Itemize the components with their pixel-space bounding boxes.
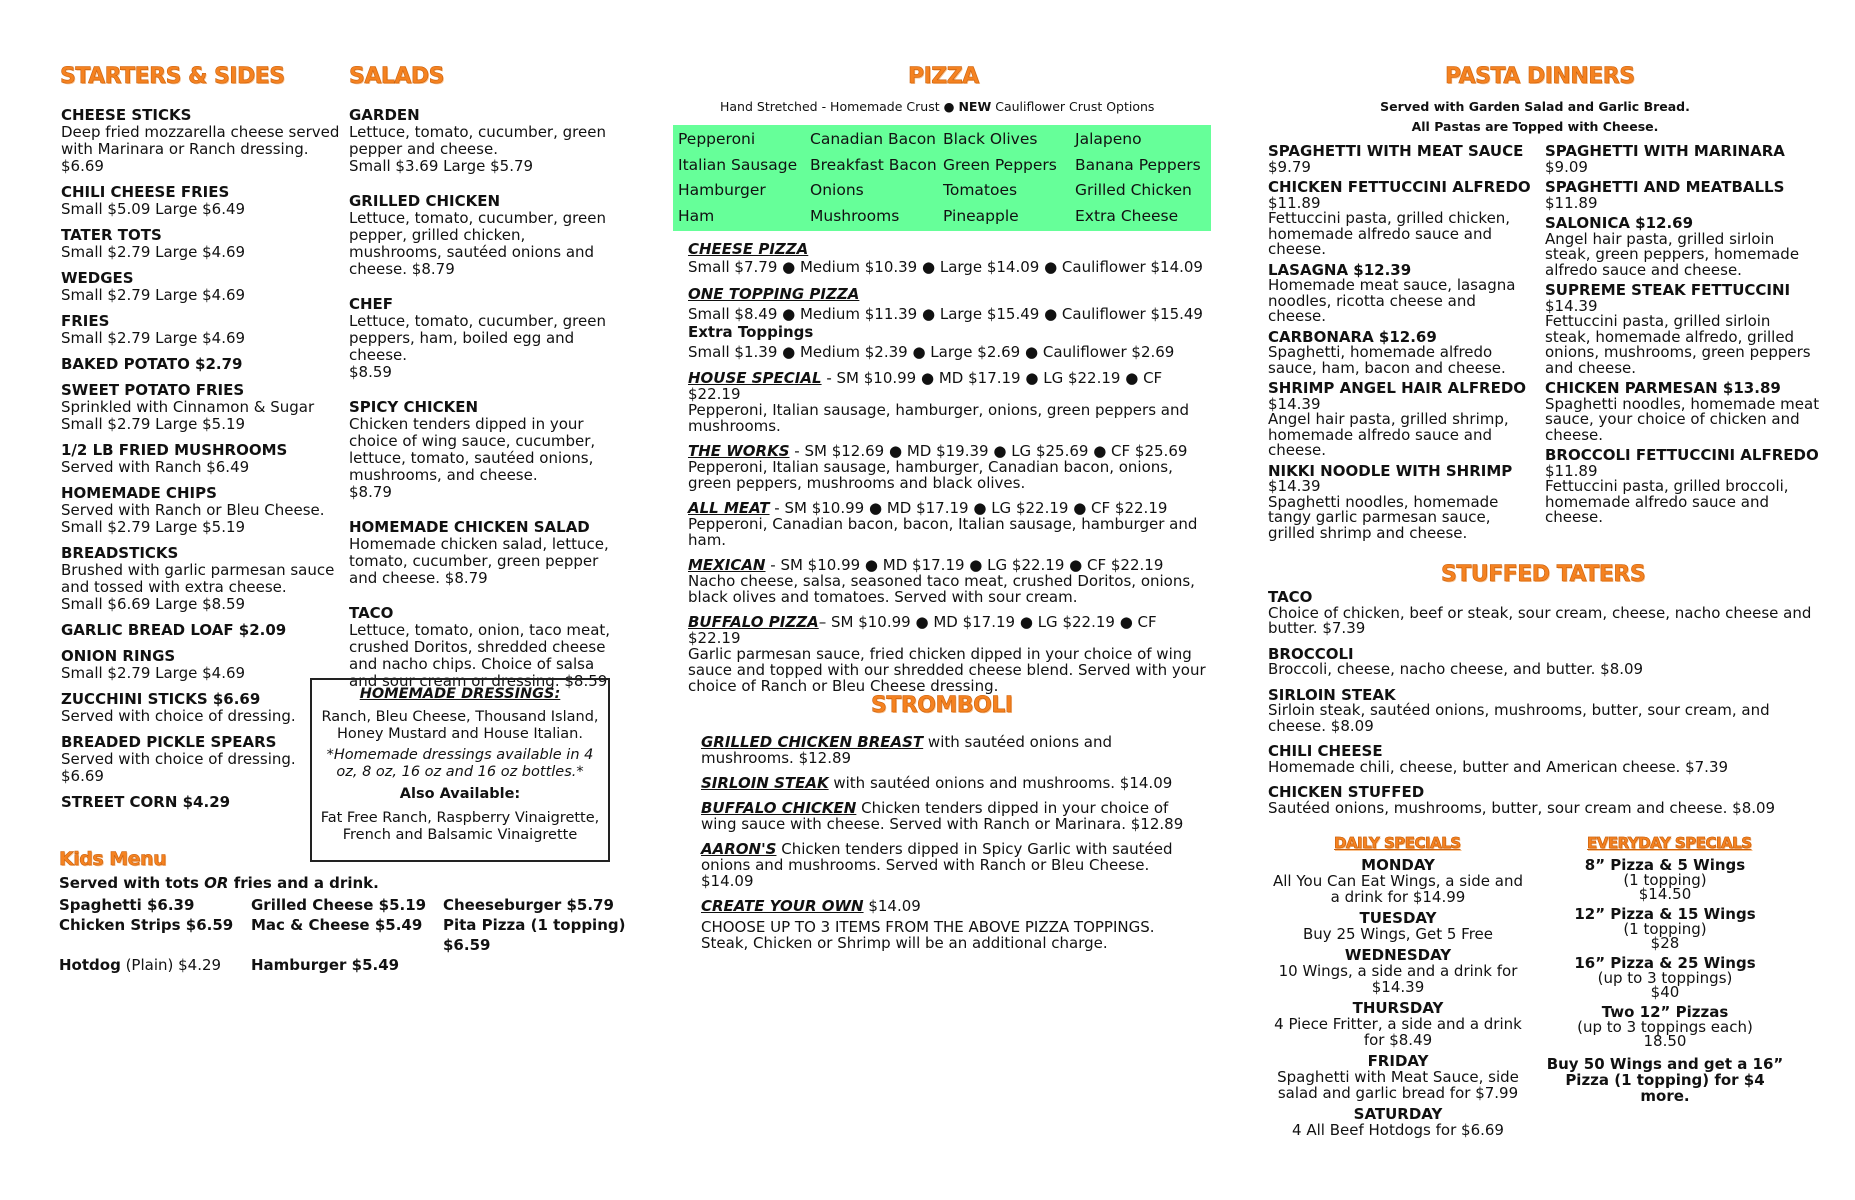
pasta-item-name: LASAGNA $12.39 <box>1268 260 1412 279</box>
menu-item-desc: Served with Ranch or Bleu Cheese. <box>61 501 325 519</box>
daily-title: DAILY SPECIALS <box>1334 834 1461 852</box>
stromboli-title: STROMBOLI <box>871 693 1013 718</box>
tater-item-desc: Broccoli, cheese, nacho cheese, and butter. $8.09 <box>1268 660 1644 678</box>
topping-item: Hamburger <box>678 181 766 199</box>
menu-item <box>61 356 341 373</box>
stromboli-item <box>701 775 1191 791</box>
menu-item-price: $6.69 <box>61 157 104 175</box>
pasta-item-desc: Fettuccini pasta, grilled broccoli, homemade alfredo sauce and cheese. <box>1545 477 1789 526</box>
stromboli-item-desc: Chicken tenders dipped in your choice of wing sauce with cheese. Served with Ranch or Marinara. $12.89 <box>701 799 1184 833</box>
stromboli-item-name: SIRLOIN STEAK <box>701 774 829 792</box>
everyday-item <box>1540 955 1790 999</box>
menu-item <box>349 193 619 278</box>
pasta-sub1: Served with Garden Salad and Garlic Bread. <box>1380 99 1690 114</box>
tater-item-desc: Sirloin steak, sautéed onions, mushrooms, butter, sour cream, and cheese. $8.09 <box>1268 701 1770 735</box>
taters-list <box>1268 590 1813 826</box>
topping-item: Green Peppers <box>943 155 1057 174</box>
kids-item-name: Grilled Cheese <box>251 896 374 914</box>
everyday-item-title: Two 12” Pizzas <box>1601 1003 1729 1021</box>
kids-item-price: $5.19 <box>373 896 427 914</box>
pizza-special-prices: – SM $10.99 ● MD $17.19 ● LG $22.19 ● CF $22.19 <box>688 613 1157 647</box>
pasta-item-desc: Spaghetti noodles, homemade tangy garlic parmesan sauce, grilled shrimp and cheese. <box>1268 492 1499 542</box>
pizza-special <box>688 500 1208 548</box>
menu-item-name: HOMEMADE CHIPS <box>61 484 217 502</box>
pizza-special-name: THE WORKS <box>688 442 790 460</box>
pizza-special-prices: - SM $10.99 ● MD $17.19 ● LG $22.19 ● CF $22.19 <box>769 499 1168 517</box>
menu-item <box>61 107 341 175</box>
pasta-title: PASTA DINNERS <box>1445 64 1635 89</box>
pizza-special-header <box>688 557 1208 573</box>
menu-item-desc: Homemade chicken salad, lettuce, tomato, cucumber, green pepper and cheese. $8.79 <box>349 535 609 587</box>
pizza-specials <box>688 370 1208 694</box>
daily-item-text: 10 Wings, a side and a drink for $14.39 <box>1278 962 1518 996</box>
kids-item-name: Mac & Cheese <box>251 916 370 934</box>
menu-item-desc: Deep fried mozzarella cheese served with Marinara or Ranch dressing. <box>61 123 340 158</box>
pizza-special-desc: Pepperoni, Canadian bacon, bacon, Italian sausage, hamburger and ham. <box>688 515 1198 549</box>
pasta-item-price: $11.89 <box>1545 193 1598 212</box>
everyday-item-price: $28 <box>1650 934 1680 952</box>
menu-item-name: TATER TOTS <box>61 226 162 244</box>
kids-item-price: $5.79 <box>561 896 614 914</box>
pasta-item-desc: Angel hair pasta, grilled shrimp, homemade alfredo sauce and cheese. <box>1268 410 1509 459</box>
pasta-item-desc: Spaghetti, homemade alfredo sauce, ham, bacon and cheese. <box>1268 343 1506 377</box>
topping-item: Tomatoes <box>943 181 1018 199</box>
pizza-cheese <box>688 241 1208 275</box>
menu-item-desc: Lettuce, tomato, cucumber, green pepper, grilled chicken, mushrooms, sautéed onions and cheese. $8.79 <box>349 209 606 278</box>
pizza-special-desc: Garlic parmesan sauce, fried chicken dipped in your choice of wing sauce and topped with our shredded cheese blend. Served with your choice of Ranch or Bleu Cheese dressing. <box>688 645 1206 695</box>
daily-item-text: 4 All Beef Hotdogs for $6.69 <box>1292 1121 1504 1139</box>
menu-item <box>61 648 341 682</box>
everyday-final: Buy 50 Wings and get a 16” Pizza (1 topping) for $4 more. <box>1546 1055 1784 1105</box>
stromboli-list <box>701 734 1191 958</box>
pizza-extra-name: Extra Toppings <box>688 323 814 341</box>
kids-item-name: Pita Pizza <box>443 916 526 934</box>
pasta-item-name: CHICKEN FETTUCCINI ALFREDO <box>1268 178 1531 196</box>
pasta-item-price: $14.39 <box>1545 296 1598 315</box>
topping-item: Pineapple <box>943 206 1019 225</box>
menu-item-price: Small $5.09 Large $6.49 <box>61 200 246 218</box>
starters-list <box>61 107 341 820</box>
stromboli-item-desc: with sautéed onions and mushrooms. $12.89 <box>701 733 1112 767</box>
kids-item <box>59 955 251 975</box>
pizza-cheese-prices: Small $7.79 ● Medium $10.39 ● Large $14.09 ● Cauliflower $14.09 <box>688 258 1203 276</box>
menu-item-price: Small $2.79 Large $4.69 <box>61 243 246 261</box>
pizza-extra <box>688 324 1208 360</box>
stromboli-item-desc: with sautéed onions and mushrooms. $14.09 <box>828 774 1173 792</box>
menu-item-name: SWEET POTATO FRIES <box>61 381 245 399</box>
daily-item <box>1268 947 1528 995</box>
pasta-sub2: All Pastas are Topped with Cheese. <box>1411 119 1659 134</box>
kids-subtitle-b: fries and a drink. <box>228 874 379 892</box>
pasta-item <box>1545 283 1820 376</box>
pizza-subtitle-a: Hand Stretched - Homemade Crust ● <box>720 99 959 114</box>
menu-item-desc: Brushed with garlic parmesan sauce and tossed with extra cheese. <box>61 561 335 596</box>
pizza-menu <box>688 241 1208 703</box>
dressings-note: *Homemade dressings available in 4 oz, 8 oz, 16 oz and 16 oz bottles.* <box>326 747 594 780</box>
daily-item-day: THURSDAY <box>1352 999 1444 1017</box>
tater-item-name: SIRLOIN STEAK <box>1268 685 1396 704</box>
pizza-special-header <box>688 614 1208 646</box>
pasta-item <box>1268 327 1536 377</box>
menu-item-price: Small $2.79 Large $4.69 <box>61 329 246 347</box>
menu-item-name: GRILLED CHICKEN <box>349 192 501 210</box>
topping-item: Grilled Chicken <box>1075 181 1192 199</box>
menu-item-desc: Chicken tenders dipped in your choice of wing sauce, cucumber, lettuce, tomato, sautéed onions, mushrooms, and cheese. <box>349 415 596 484</box>
dressings-also-list: Fat Free Ranch, Raspberry Vinaigrette, French and Balsamic Vinaigrette <box>320 810 600 843</box>
pizza-special-name: MEXICAN <box>688 556 766 574</box>
menu-item-desc: Lettuce, tomato, onion, taco meat, crushed Doritos, shredded cheese and nacho chips. Choice of salsa and sour cream or dressing. $8.59 <box>349 621 611 690</box>
pizza-one-prices: Small $8.49 ● Medium $11.39 ● Large $15.49 ● Cauliflower $15.49 <box>688 305 1203 323</box>
pizza-subtitle-new: NEW <box>958 99 992 114</box>
pasta-left <box>1268 144 1536 546</box>
pizza-special-name: ALL MEAT <box>688 499 770 517</box>
pizza-special <box>688 443 1208 491</box>
kids-title: Kids Menu <box>59 848 167 870</box>
menu-item <box>61 382 341 433</box>
pasta-item-name: CHICKEN PARMESAN $13.89 <box>1545 379 1781 397</box>
pasta-item-price: $14.39 <box>1268 477 1321 495</box>
menu-item-desc: Lettuce, tomato, cucumber, green pepper and cheese. <box>349 123 606 158</box>
daily-item-text: Spaghetti with Meat Sauce, side salad and garlic bread for $7.99 <box>1277 1068 1519 1102</box>
pasta-item <box>1268 180 1536 258</box>
menu-item-name: GARLIC BREAD LOAF $2.09 <box>61 621 287 639</box>
menu-item-name: ONION RINGS <box>61 647 176 665</box>
menu-item-name: TACO <box>349 604 394 622</box>
pizza-special <box>688 370 1208 434</box>
pasta-item-name: SALONICA $12.69 <box>1545 214 1694 232</box>
tater-item <box>1268 744 1813 775</box>
kids-subtitle-a: Served with tots <box>59 874 205 892</box>
menu-item <box>61 184 341 218</box>
everyday-item <box>1540 906 1790 950</box>
pasta-item <box>1268 461 1536 542</box>
menu-item-price: Small $2.79 Large $5.19 <box>61 415 246 433</box>
menu-item-price: Small $6.69 Large $8.59 <box>61 595 246 613</box>
pizza-special-header <box>688 443 1208 459</box>
topping-item: Banana Peppers <box>1075 155 1201 174</box>
everyday-item-text: (1 topping) <box>1623 920 1707 938</box>
kids-item-price: $5.49 <box>369 916 423 934</box>
kids-item <box>251 955 443 975</box>
pasta-item-name: SHRIMP ANGEL HAIR ALFREDO <box>1268 379 1527 397</box>
pizza-special <box>688 557 1208 605</box>
topping-item: Canadian Bacon <box>810 130 936 148</box>
everyday-item <box>1540 857 1790 901</box>
pasta-item-name: SPAGHETTI AND MEATBALLS <box>1545 178 1785 196</box>
tater-item-name: TACO <box>1268 588 1313 606</box>
stromboli-item <box>701 841 1191 889</box>
daily-list <box>1268 852 1528 1138</box>
pizza-extra-prices: Small $1.39 ● Medium $2.39 ● Large $2.69 ● Cauliflower $2.69 <box>688 343 1175 361</box>
everyday-title: EVERYDAY SPECIALS <box>1587 834 1752 852</box>
kids-subtitle <box>59 874 379 892</box>
topping-item: Black Olives <box>943 130 1038 148</box>
topping-item: Pepperoni <box>678 130 756 148</box>
pasta-item <box>1268 381 1536 459</box>
menu-item-desc: Lettuce, tomato, cucumber, green peppers, ham, boiled egg and cheese. <box>349 312 606 364</box>
tater-item <box>1268 685 1813 735</box>
menu-item-price: $6.69 <box>61 767 104 785</box>
pasta-item-desc: Homemade meat sauce, lasagna noodles, ricotta cheese and cheese. <box>1268 276 1516 325</box>
stromboli-item-name: CREATE YOUR OWN <box>701 897 864 915</box>
daily-item-day: MONDAY <box>1361 856 1435 874</box>
menu-item-name: CHILI CHEESE FRIES <box>61 183 230 201</box>
menu-item-desc: Served with choice of dressing. <box>61 750 296 768</box>
kids-grid <box>59 895 635 975</box>
menu-item-name: CHEF <box>349 295 394 313</box>
pasta-item-desc: Spaghetti noodles, homemade meat sauce, your choice of chicken and cheese. <box>1545 394 1820 444</box>
pasta-item-name: NIKKI NOODLE WITH SHRIMP <box>1268 461 1513 480</box>
menu-item-name: BREADSTICKS <box>61 544 179 562</box>
menu-item-price: Small $2.79 Large $4.69 <box>61 664 246 682</box>
pizza-special-desc: Nacho cheese, salsa, seasoned taco meat, crushed Doritos, onions, black olives and tomatoes. Served with sour cream. <box>688 572 1195 606</box>
pizza-special-desc: Pepperoni, Italian sausage, hamburger, onions, green peppers and mushrooms. <box>688 401 1190 435</box>
menu-item-price: Small $3.69 Large $5.79 <box>349 157 534 175</box>
kids-item-price: $6.39 <box>141 896 195 914</box>
topping-item: Ham <box>678 206 715 225</box>
kids-item <box>443 895 635 915</box>
pasta-item-name: SUPREME STEAK FETTUCCINI <box>1545 281 1791 299</box>
menu-item <box>61 270 341 304</box>
pizza-special-prices: - SM $10.99 ● MD $17.19 ● LG $22.19 ● CF $22.19 <box>765 556 1164 574</box>
kids-item <box>251 915 443 955</box>
stromboli-item-name: BUFFALO CHICKEN <box>701 799 857 817</box>
menu-item <box>349 399 619 501</box>
pizza-special-prices: - SM $12.69 ● MD $19.39 ● LG $25.69 ● CF $25.69 <box>789 442 1188 460</box>
daily-item-text: All You Can Eat Wings, a side and a drink for $14.99 <box>1273 872 1523 906</box>
daily-item <box>1268 857 1528 905</box>
menu-item <box>61 734 341 785</box>
menu-item <box>61 545 341 613</box>
pasta-item-name: SPAGHETTI WITH MEAT SAUCE <box>1268 142 1524 160</box>
everyday-item-text: (1 topping) <box>1623 871 1707 889</box>
pasta-right <box>1545 144 1820 531</box>
menu-item <box>349 296 619 381</box>
pasta-item-price: $11.89 <box>1268 193 1321 212</box>
stromboli-item <box>701 734 1191 766</box>
menu-item-name: GARDEN <box>349 106 420 124</box>
menu-item-name: BREADED PICKLE SPEARS <box>61 733 277 751</box>
menu-item-name: HOMEMADE CHICKEN SALAD <box>349 518 590 536</box>
kids-subtitle-or: OR <box>204 874 229 892</box>
kids-item-name: Cheeseburger <box>443 896 562 914</box>
menu-item-name: FRIES <box>61 312 110 330</box>
topping-item: Jalapeno <box>1075 130 1142 148</box>
pasta-item-price: $9.09 <box>1545 157 1588 176</box>
menu-item <box>61 622 341 639</box>
pizza-special-desc: Pepperoni, Italian sausage, hamburger, Canadian bacon, onions, green peppers, mushrooms and black olives. <box>688 458 1173 492</box>
pizza-special-header <box>688 500 1208 516</box>
everyday-item-title: 12” Pizza & 15 Wings <box>1574 905 1756 923</box>
dressings-also-title: Also Available: <box>399 786 521 802</box>
menu-item-name: BAKED POTATO $2.79 <box>61 355 243 373</box>
pasta-item-price: $11.89 <box>1545 461 1598 480</box>
menu-item <box>61 442 341 476</box>
daily-item-day: FRIDAY <box>1367 1052 1429 1070</box>
pasta-subtitles <box>1265 97 1805 137</box>
pasta-item <box>1545 381 1820 443</box>
tater-item <box>1268 590 1813 637</box>
stromboli-create-note: CHOOSE UP TO 3 ITEMS FROM THE ABOVE PIZZA TOPPINGS. Steak, Chicken or Shrimp will be an additional charge. <box>701 918 1155 952</box>
stromboli-item-desc: Chicken tenders dipped in Spicy Garlic with sautéed onions and mushrooms. Served with Ranch or Bleu Cheese. $14.09 <box>701 840 1173 890</box>
taters-title: STUFFED TATERS <box>1441 562 1646 587</box>
pasta-item-desc: Angel hair pasta, grilled sirloin steak, green peppers, homemade alfredo sauce and cheese. <box>1545 229 1800 279</box>
everyday-item-title: 16” Pizza & 25 Wings <box>1574 954 1756 972</box>
daily-item-day: SATURDAY <box>1353 1105 1443 1123</box>
daily-item-text: 4 Piece Fritter, a side and a drink for $8.49 <box>1274 1015 1522 1049</box>
menu-item-name: WEDGES <box>61 269 134 287</box>
starters-title: STARTERS & SIDES <box>60 64 285 89</box>
kids-item <box>59 895 251 915</box>
kids-item <box>59 915 251 955</box>
everyday-item-text: (up to 3 toppings each) <box>1577 1018 1753 1036</box>
daily-item <box>1268 910 1528 942</box>
pasta-item <box>1545 180 1820 211</box>
kids-item-name: Chicken Strips <box>59 916 181 934</box>
dressings-title: HOMEMADE DRESSINGS: <box>359 686 561 702</box>
menu-item-price: $8.79 <box>349 483 392 501</box>
pasta-item <box>1545 144 1820 175</box>
menu-item-desc: Served with choice of dressing. <box>61 707 296 725</box>
pasta-item-price: $14.39 <box>1268 394 1321 413</box>
pasta-item-desc: Fettuccini pasta, grilled chicken, homemade alfredo sauce and cheese. <box>1268 209 1511 258</box>
everyday-item-price: $14.50 <box>1638 885 1692 903</box>
kids-item <box>251 895 443 915</box>
kids-item-name: Hamburger <box>251 956 347 974</box>
pasta-item-desc: Fettuccini pasta, grilled sirloin steak, homemade alfredo, grilled onions, mushrooms, green peppers and cheese. <box>1545 312 1811 377</box>
daily-item <box>1268 1053 1528 1101</box>
everyday-item-price: $40 <box>1650 983 1680 1001</box>
pizza-title: PIZZA <box>908 64 979 89</box>
pasta-item <box>1545 216 1820 278</box>
pasta-item <box>1268 144 1536 175</box>
daily-item <box>1268 1000 1528 1048</box>
menu-item-name: SPICY CHICKEN <box>349 398 479 416</box>
pizza-subtitle <box>720 99 1154 114</box>
topping-item: Extra Cheese <box>1075 206 1179 225</box>
daily-item-day: TUESDAY <box>1359 909 1437 927</box>
menu-item <box>61 485 341 536</box>
topping-item: Breakfast Bacon <box>810 155 937 174</box>
kids-item-price: (1 topping) $6.59 <box>443 916 626 954</box>
salads-list <box>349 107 619 708</box>
pizza-cheese-name: CHEESE PIZZA <box>688 240 809 258</box>
pizza-special-name: HOUSE SPECIAL <box>688 369 822 387</box>
menu-item <box>349 519 619 587</box>
menu-item-price: Small $2.79 Large $4.69 <box>61 286 246 304</box>
daily-item-day: WEDNESDAY <box>1344 946 1452 964</box>
menu-item <box>61 313 341 347</box>
kids-item-price: (Plain) $4.29 <box>120 956 222 974</box>
pizza-special-header <box>688 370 1208 402</box>
stromboli-items <box>701 734 1191 914</box>
topping-item: Italian Sausage <box>678 155 798 174</box>
stromboli-item-desc: $14.09 <box>863 897 921 915</box>
stromboli-item-name: AARON'S <box>701 840 777 858</box>
menu-item <box>349 107 619 175</box>
pizza-subtitle-b: Cauliflower Crust Options <box>991 99 1155 114</box>
salads-title: SALADS <box>349 64 445 89</box>
kids-item-name: Spaghetti <box>59 896 142 914</box>
tater-item-desc: Sautéed onions, mushrooms, butter, sour cream and cheese. $8.09 <box>1268 798 1776 817</box>
everyday-item-title: 8” Pizza & 5 Wings <box>1584 856 1746 874</box>
pizza-special-prices: - SM $10.99 ● MD $17.19 ● LG $22.19 ● CF $22.19 <box>688 369 1163 403</box>
pasta-item <box>1268 260 1536 325</box>
menu-item <box>61 794 341 811</box>
daily-item <box>1268 1106 1528 1138</box>
pasta-item-name: BROCCOLI FETTUCCINI ALFREDO <box>1545 446 1819 464</box>
everyday-item-text: (up to 3 toppings) <box>1597 969 1733 987</box>
tater-item-desc: Homemade chili, cheese, butter and American cheese. $7.39 <box>1268 757 1729 776</box>
menu-item-name: 1/2 LB FRIED MUSHROOMS <box>61 441 288 459</box>
tater-item <box>1268 785 1813 816</box>
topping-item: Mushrooms <box>810 206 900 225</box>
kids-item-price: $6.59 <box>180 916 234 934</box>
tater-item <box>1268 644 1813 678</box>
pasta-item-name: CARBONARA $12.69 <box>1268 327 1437 346</box>
menu-item-desc: Sprinkled with Cinnamon & Sugar <box>61 398 315 416</box>
menu-item-price: Small $2.79 Large $5.19 <box>61 518 246 536</box>
everyday-item <box>1540 1004 1790 1048</box>
stromboli-item <box>701 898 1191 914</box>
pizza-one-name: ONE TOPPING PIZZA <box>688 285 860 303</box>
everyday-list <box>1540 852 1790 1104</box>
tater-item-name: BROCCOLI <box>1268 644 1354 663</box>
stromboli-item <box>701 800 1191 832</box>
stromboli-item-name: GRILLED CHICKEN BREAST <box>701 733 924 751</box>
pizza-toppings-grid <box>673 125 1211 231</box>
dressings-box <box>310 678 610 862</box>
menu-item <box>61 227 341 261</box>
kids-item <box>443 915 635 955</box>
menu-item-name: STREET CORN $4.29 <box>61 793 231 811</box>
daily-item-text: Buy 25 Wings, Get 5 Free <box>1303 925 1493 943</box>
kids-item-name: Hotdog <box>59 956 121 974</box>
menu-item-desc: Served with Ranch $6.49 <box>61 458 250 476</box>
everyday-item-price: 18.50 <box>1643 1032 1687 1050</box>
kids-item-price: $5.49 <box>346 956 400 974</box>
menu-item-name: ZUCCHINI STICKS $6.69 <box>61 690 261 708</box>
topping-item: Onions <box>810 181 864 199</box>
pizza-special-name: BUFFALO PIZZA <box>688 613 819 631</box>
pasta-item-price: $9.79 <box>1268 157 1311 176</box>
dressings-list: Ranch, Bleu Cheese, Thousand Island, Honey Mustard and House Italian. <box>321 709 599 742</box>
pasta-item <box>1545 448 1820 526</box>
pizza-one <box>688 286 1208 322</box>
menu-item <box>61 691 341 725</box>
menu-item-name: CHEESE STICKS <box>61 106 192 124</box>
tater-item-desc: Choice of chicken, beef or steak, sour cream, cheese, nacho cheese and butter. $7.39 <box>1268 603 1812 637</box>
pasta-item-name: SPAGHETTI WITH MARINARA <box>1545 142 1785 160</box>
tater-item-name: CHICKEN STUFFED <box>1268 783 1425 801</box>
tater-item-name: CHILI CHEESE <box>1268 742 1383 760</box>
pizza-special <box>688 614 1208 694</box>
menu-item-price: $8.59 <box>349 363 392 381</box>
